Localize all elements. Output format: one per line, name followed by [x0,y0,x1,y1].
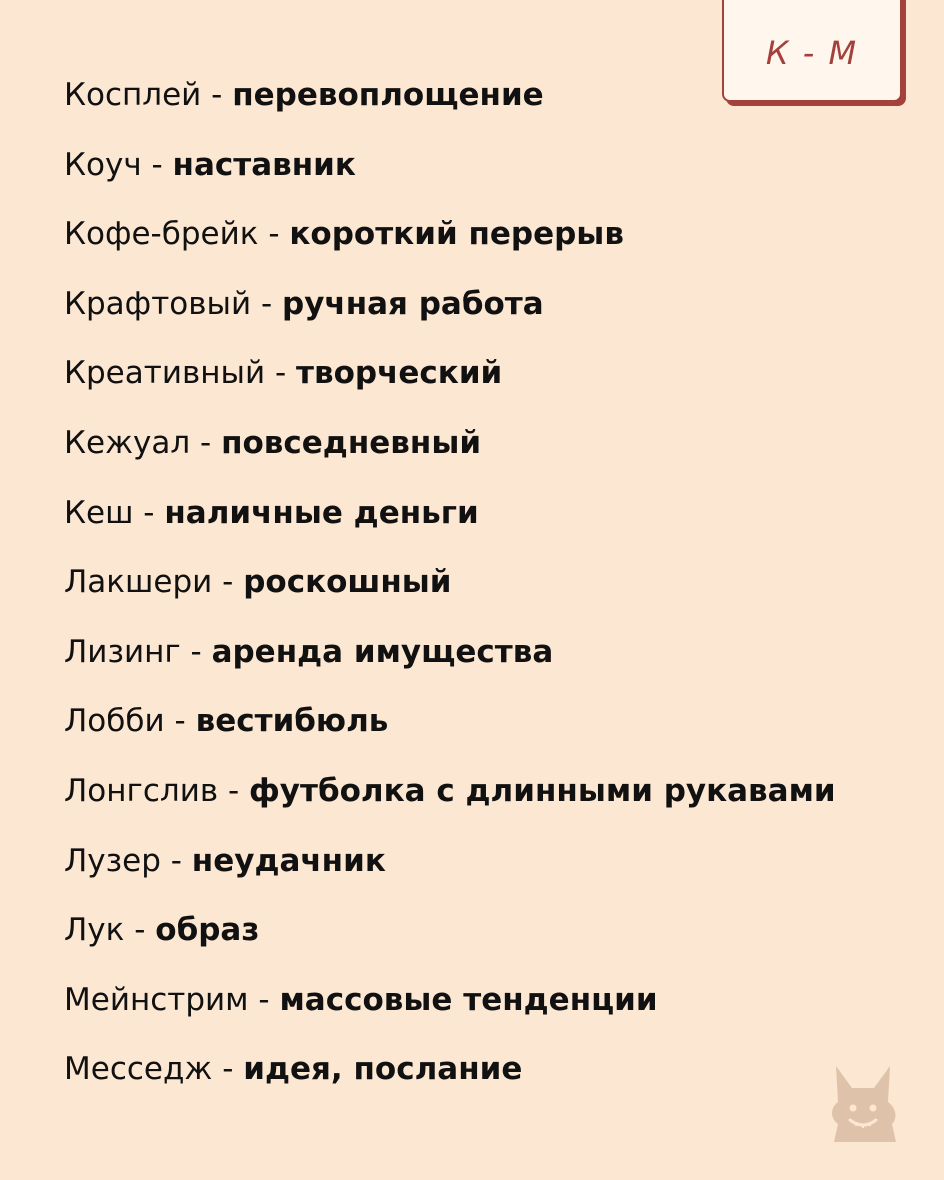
term: Лизинг [64,633,181,670]
meaning: наличные деньги [164,494,479,531]
separator: - [258,216,290,253]
list-item [64,840,836,910]
meaning: ручная работа [282,285,544,322]
term: Лакшери [64,564,213,601]
list-item [64,422,836,492]
separator: - [141,146,173,183]
meaning: футболка с длинными рукавами [249,772,836,809]
list-item [64,700,836,770]
separator: - [180,633,212,670]
letter-range-label: К - М [765,34,859,72]
list-item [64,213,836,283]
term: Лузер [64,842,161,879]
separator: - [218,772,250,809]
term: Лонгслив [64,772,219,809]
list-item [64,352,836,422]
list-item [64,144,836,214]
meaning: перевоплощение [232,77,544,113]
separator: - [201,77,233,113]
term: Лобби [64,703,165,740]
meaning: массовые тенденции [279,981,658,1018]
term: Креативный [64,355,266,392]
term: Месседж [64,1051,213,1088]
meaning: наставник [172,146,356,183]
term: Косплей [64,77,202,113]
separator: - [124,912,156,949]
meaning: короткий перерыв [289,216,624,253]
term: Мейнстрим [64,981,249,1018]
meaning: идея, послание [243,1051,523,1088]
term: Кежуал [64,424,191,461]
meaning: образ [155,912,260,949]
separator: - [190,424,222,461]
list-item [64,1048,836,1118]
term: Крафтовый [64,285,252,322]
list-item [64,561,836,631]
meaning: роскошный [243,564,452,601]
separator: - [164,703,196,740]
term: Коуч [64,146,142,183]
separator: - [251,285,283,322]
separator: - [212,1051,244,1088]
list-item [64,770,836,840]
separator: - [133,494,165,531]
list-item [64,979,836,1049]
term: Кофе-брейк [64,216,259,253]
term: Кеш [64,494,134,531]
list-item [64,283,836,353]
meaning: творческий [296,355,503,392]
list-item [64,74,836,144]
word-list [64,74,836,1118]
meaning: неудачник [191,842,386,879]
meaning: аренда имущества [211,633,554,670]
separator: - [248,981,280,1018]
separator: - [212,564,244,601]
separator: - [160,842,192,879]
list-item [64,492,836,562]
list-item [64,909,836,979]
meaning: повседневный [221,424,482,461]
fox-mascot-icon [826,1062,900,1146]
term: Лук [64,912,125,949]
separator: - [265,355,297,392]
meaning: вестибюль [195,703,389,740]
list-item [64,631,836,701]
